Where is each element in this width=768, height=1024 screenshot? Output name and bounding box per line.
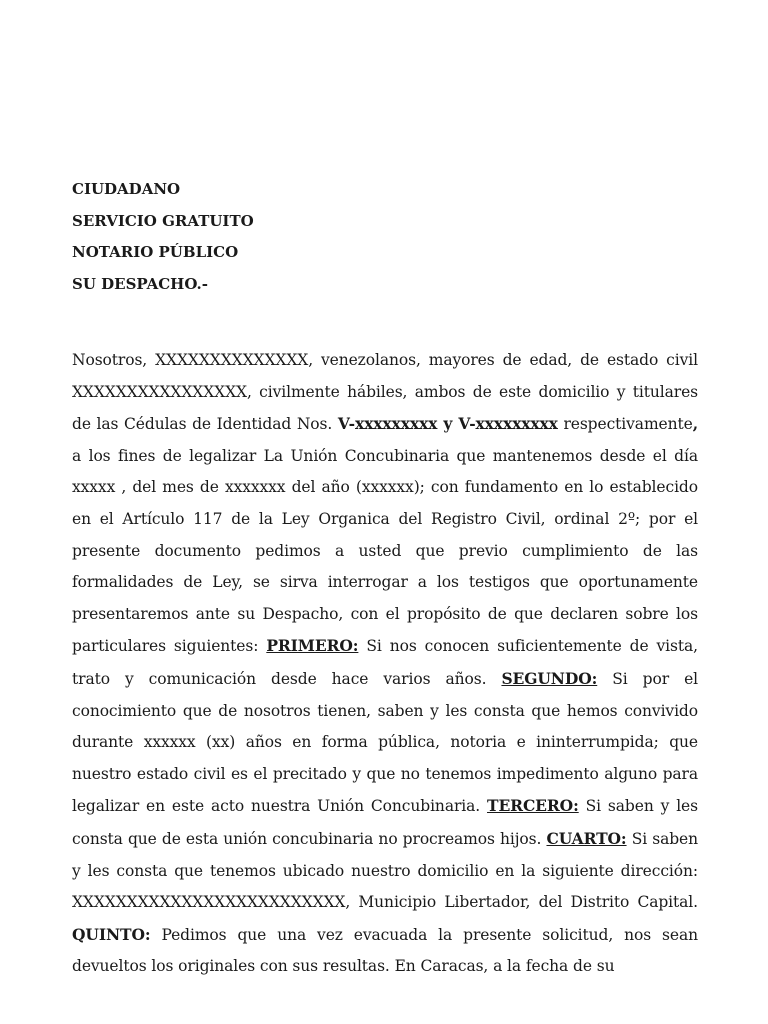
body-text-segment: respectivamente bbox=[557, 415, 693, 434]
document-page bbox=[72, 0, 698, 1024]
addressee-block bbox=[72, 174, 254, 300]
clause-text-quinto: Pedimos que una vez evacuada la presente solicitud, nos sean devueltos los originales con sus resultas. En Caracas, a la fecha de su bbox=[72, 925, 698, 976]
clause-text-tercero: Si saben y les consta que de esta unión concubinaria no procreamos hijos. bbox=[72, 797, 698, 848]
id-numbers: V-xxxxxxxxx y V-xxxxxxxxx bbox=[337, 414, 558, 434]
clause-text-cuarto: Si saben y les consta que tenemos ubicado nuestro domicilio en la siguiente dirección: XXXXXXXXXXXXXXXXXXXXXXXXX, Municipio Libertador, del Distrito Capital. bbox=[72, 829, 698, 912]
addressee-line: SU DESPACHO.- bbox=[72, 274, 208, 293]
body-text-segment: a los fines de legalizar La Unión Concubinaria que mantenemos desde el día xxxxx , del mes de xxxxxxx del año (xxxxxx); con fundamento en lo establecido en el Artículo 117 de la Ley Organica del Registro Civil, ordinal 2º; por el presente documento pedimos a usted que previo cumplimiento de las formalidades de Ley, se sirva interrogar a los testigos que oportunamente presentaremos ante su Despacho, con el propósito de que declaren sobre los particulares siguientes: bbox=[72, 446, 698, 656]
clause-label-cuarto: CUARTO: bbox=[546, 828, 627, 848]
clause-label-primero: PRIMERO: bbox=[266, 636, 359, 656]
body-paragraph bbox=[72, 345, 698, 983]
addressee-line: SERVICIO GRATUITO bbox=[72, 211, 254, 230]
clause-label-segundo: SEGUNDO: bbox=[501, 668, 598, 688]
addressee-line: CIUDADANO bbox=[72, 180, 181, 198]
bold-comma: , bbox=[692, 414, 698, 434]
clause-text-segundo: Si por el conocimiento que de nosotros tienen, saben y les consta que hemos convivido durante xxxxxx (xx) años en forma pública, notoria e ininterrumpida; que nuestro estado civil es el precitado y que no tenemos impedimento alguno para legalizar en este acto nuestra Unión Concubinaria. bbox=[72, 669, 698, 816]
clause-text-primero: Si nos conocen suficientemente de vista, trato y comunicación desde hace varios años. bbox=[72, 637, 698, 688]
body-text-segment: Nosotros, XXXXXXXXXXXXXX, venezolanos, mayores de edad, de estado civil XXXXXXXXXXXXXXXX, civilmente hábiles, ambos de este domicilio y titulares de las Cédulas de Identidad Nos. bbox=[72, 351, 698, 434]
clause-label-tercero: TERCERO: bbox=[487, 796, 579, 816]
clause-label-quinto: QUINTO: bbox=[72, 924, 151, 944]
addressee-line: NOTARIO PÚBLICO bbox=[72, 243, 239, 261]
